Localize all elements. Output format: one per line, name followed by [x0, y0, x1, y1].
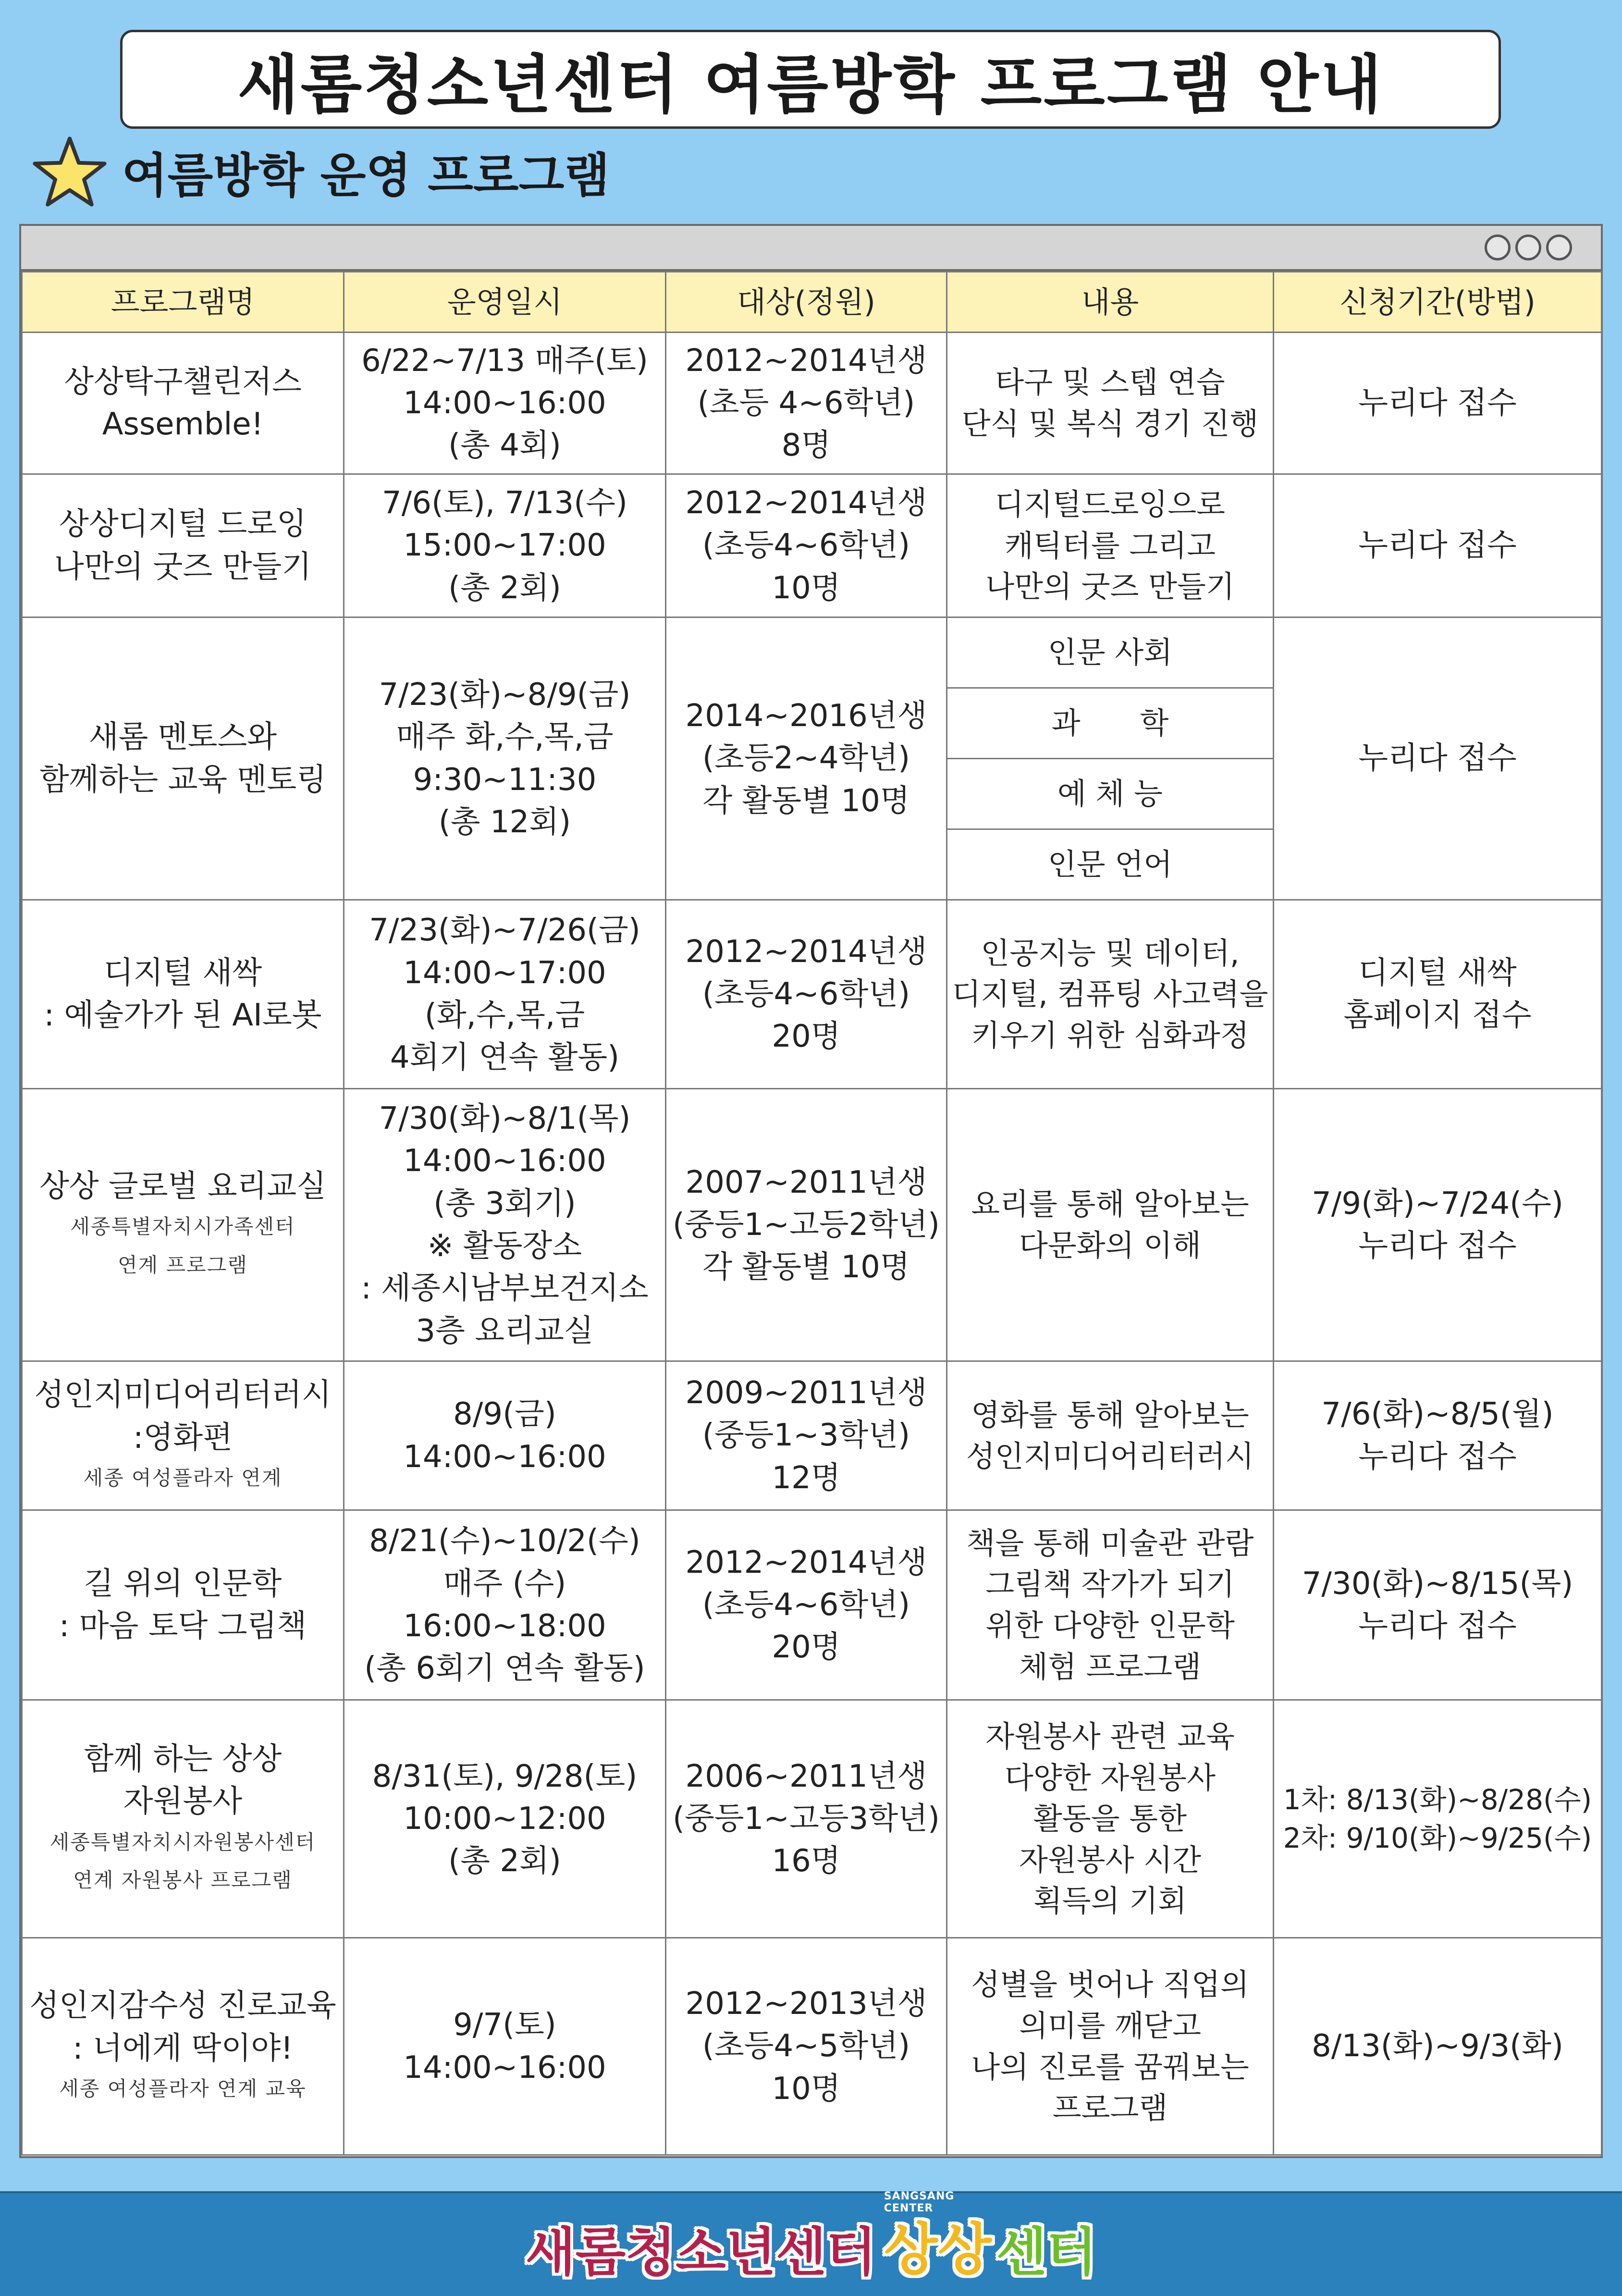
apply-line: 7/9(화)~7/24(수) [1312, 1185, 1563, 1222]
window-controls [1485, 235, 1572, 260]
table-header-row [22, 272, 1602, 333]
schedule-cell [344, 1510, 666, 1700]
target-line: 각 활동별 10명 [702, 1249, 910, 1285]
content-line: 요리를 통해 알아보는 [971, 1186, 1249, 1222]
target-line: 2009~2011년생 [685, 1375, 927, 1411]
schedule-line: 8/31(토), 9/28(토) [372, 1758, 638, 1794]
apply-line: 홈페이지 접수 [1343, 998, 1532, 1033]
content-cell [947, 474, 1274, 617]
content-sub-cell: 인문 언어 [1047, 847, 1173, 882]
table-row [22, 474, 1602, 617]
window-circle-icon [1546, 235, 1572, 260]
name-line: 상상디지털 드로잉 [59, 506, 307, 543]
content-line: 체험 프로그램 [1019, 1649, 1202, 1684]
target-line: 10명 [772, 2071, 841, 2107]
target-line: (초등4~6학년) [702, 976, 910, 1012]
schedule-line: 8/21(수)~10/2(수) [369, 1523, 640, 1559]
target-line: 각 활동별 10명 [702, 783, 910, 819]
apply-line: 7/6(화)~8/5(월) [1321, 1396, 1554, 1432]
column-header: 대상(정원) [666, 272, 947, 333]
schedule-cell [344, 617, 666, 900]
center-logo [525, 2190, 1097, 2285]
section-title: 여름방학 운영 프로그램 [122, 148, 610, 203]
target-cell [666, 333, 947, 474]
content-line: 위한 다양한 인문학 [985, 1608, 1235, 1643]
program-name-cell [22, 1938, 344, 2155]
content-sub-cell: 인문 사회 [947, 618, 1273, 689]
target-cell [666, 1510, 947, 1700]
window-circle-icon [1515, 235, 1541, 260]
apply-cell [1274, 1361, 1602, 1510]
program-table [21, 271, 1602, 2156]
program-name-cell [22, 1510, 344, 1700]
name-line: :영화편 [133, 1420, 233, 1456]
apply_small-line: 1차: 8/13(화)~8/28(수) [1283, 1783, 1592, 1816]
content-line: 나의 진로를 꿈꿔보는 [971, 2049, 1249, 2085]
schedule-line: (총 2회) [448, 1843, 561, 1879]
target-cell [666, 1700, 947, 1938]
schedule-line: 7/6(토), 7/13(수) [382, 485, 627, 521]
schedule-line: 6/22~7/13 매주(토) [361, 343, 648, 379]
apply-cell [1274, 333, 1602, 474]
target-line: 12명 [772, 1460, 841, 1496]
name-line: : 마음 토닥 그림책 [59, 1608, 307, 1644]
name-line: 함께 하는 상상 [84, 1741, 282, 1777]
schedule-cell [344, 474, 666, 617]
content-line: 성별을 벗어나 직업의 [971, 1967, 1249, 2002]
note-line: 연계 프로그램 [118, 1253, 248, 1277]
target-line: 2007~2011년생 [685, 1164, 927, 1200]
content-line: 그림책 작가가 되기 [985, 1567, 1235, 1602]
name-line: 자원봉사 [123, 1784, 243, 1820]
program-name-cell [22, 333, 344, 474]
target-line: (초등4~5학년) [702, 2028, 910, 2064]
schedule-line: 14:00~16:00 [403, 1439, 606, 1475]
program-window [19, 224, 1603, 2158]
schedule-line: 14:00~17:00 [403, 955, 606, 991]
schedule-line: 매주 화,수,목,금 [396, 719, 614, 755]
column-header: 내용 [947, 272, 1274, 333]
schedule-line: (총 12회) [438, 804, 571, 840]
target-line: 2006~2011년생 [685, 1758, 927, 1794]
apply-cell [1274, 1510, 1602, 1700]
content-cell [947, 333, 1274, 474]
note-line: 세종특별자치시자원봉사센터 [49, 1830, 316, 1854]
schedule-line: 16:00~18:00 [403, 1608, 606, 1644]
content-line: 단식 및 복식 경기 진행 [961, 406, 1259, 441]
content-line: 다문화의 이해 [1019, 1228, 1202, 1263]
content-line: 인공지능 및 데이터, [981, 935, 1240, 971]
content-cell [947, 900, 1274, 1089]
note-line: 세종특별자치시가족센터 [70, 1215, 295, 1239]
schedule-line: 14:00~16:00 [403, 2049, 606, 2086]
schedule-line: (화,수,목,금 [424, 998, 585, 1033]
schedule-line: (총 2회) [448, 570, 561, 606]
target-line: 20명 [772, 1019, 841, 1055]
content-line: 캐틱터를 그리고 [1005, 528, 1216, 563]
apply-cell [1274, 1938, 1602, 2155]
target-line: 20명 [772, 1629, 841, 1666]
content-cell [947, 617, 1274, 900]
schedule-line: 15:00~17:00 [403, 528, 606, 564]
content-line: 자원봉사 시간 [1019, 1842, 1202, 1877]
column-header: 운영일시 [344, 272, 666, 333]
schedule-line: 10:00~12:00 [403, 1801, 606, 1837]
name-line: 새롬 멘토스와 [88, 719, 277, 755]
schedule-cell [344, 1938, 666, 2155]
content-line: 획득의 기회 [1033, 1883, 1187, 1919]
name-line: 성인지감수성 진로교육 [29, 1988, 336, 2024]
name-line: 나만의 굿즈 만들기 [54, 549, 312, 585]
target-line: (초등4~6학년) [702, 1587, 910, 1623]
content-line: 다양한 자원봉사 [1005, 1760, 1216, 1795]
content-line: 타구 및 스텝 연습 [995, 365, 1225, 400]
content-line: 나만의 굿즈 만들기 [985, 569, 1235, 605]
note-line: 세종 여성플라자 연계 교육 [59, 2076, 307, 2100]
page-title: 새롬청소년센터 여름방학 프로그램 안내 [237, 48, 1384, 122]
target-line: (초등 4~6학년) [697, 385, 915, 421]
target-cell [666, 900, 947, 1089]
name-line: 상상 글로벌 요리교실 [39, 1169, 327, 1205]
name-line: : 너에게 딱이야! [73, 2030, 293, 2066]
program-name-cell [22, 617, 344, 900]
table-row [22, 900, 1602, 1089]
apply_small-line: 2차: 9/10(화)~9/25(수) [1283, 1822, 1592, 1854]
schedule-line: 9/7(토) [453, 2007, 556, 2043]
schedule-line: (총 6회기 연속 활동) [364, 1651, 645, 1687]
logo-center: 센터 [996, 2222, 1097, 2283]
apply-line: 7/30(화)~8/15(목) [1302, 1566, 1573, 1602]
content-cell [947, 1510, 1274, 1700]
target-cell [666, 617, 947, 900]
content-line: 디지털, 컴퓨팅 사고력을 [952, 976, 1268, 1012]
content-cell [947, 1700, 1274, 1938]
target-cell [666, 1089, 947, 1361]
name-line: 성인지미디어리터러시 [34, 1377, 332, 1413]
content-cell [947, 1089, 1274, 1361]
apply-cell [1274, 1700, 1602, 1938]
schedule-line: 8/9(금) [453, 1396, 556, 1432]
logo-brand [884, 2190, 992, 2285]
star-icon [29, 136, 111, 208]
schedule-line: 7/23(화)~8/9(금) [379, 677, 631, 713]
logo-name: 새롬청소년센터 [525, 2222, 876, 2283]
target-line: 2012~2014년생 [685, 1544, 927, 1580]
target-line: (중등1~고등3학년) [673, 1801, 940, 1837]
schedule-line: 3층 요리교실 [416, 1313, 594, 1349]
table-row [22, 1510, 1602, 1700]
name-line: 상상탁구챌린저스 [64, 364, 302, 400]
title-box [120, 30, 1501, 129]
apply-cell [1274, 1089, 1602, 1361]
logo-brand-tag: SANGSANG CENTER [884, 2190, 955, 2214]
apply-cell [1274, 617, 1602, 900]
target-line: 2012~2014년생 [685, 343, 927, 379]
apply-cell [1274, 474, 1602, 617]
schedule-cell [344, 1361, 666, 1510]
table-row [22, 1938, 1602, 2155]
apply-line: 누리다 접수 [1358, 1228, 1517, 1264]
target-cell [666, 1938, 947, 2155]
window-titlebar [21, 226, 1601, 271]
content-line: 프로그램 [1052, 2090, 1168, 2126]
target-line: (초등2~4학년) [702, 741, 910, 777]
schedule-line: 7/23(화)~7/26(금) [369, 913, 640, 949]
apply-line: 누리다 접수 [1358, 528, 1517, 564]
schedule-cell [344, 1089, 666, 1361]
target-line: 2014~2016년생 [685, 698, 927, 734]
window-circle-icon [1485, 235, 1511, 260]
content-cell [947, 1361, 1274, 1510]
column-header: 신청기간(방법) [1274, 272, 1602, 333]
target-line: 2012~2013년생 [685, 1986, 927, 2022]
table-row [22, 1361, 1602, 1510]
table-row [22, 1089, 1602, 1361]
logo-brand-text: 상상 [884, 2217, 992, 2282]
schedule-line: 14:00~16:00 [403, 1143, 606, 1179]
table-row [22, 333, 1602, 474]
apply-line: 누리다 접수 [1358, 741, 1517, 777]
target-cell [666, 474, 947, 617]
name-line: Assemble! [102, 407, 264, 442]
content-line: 성인지미디어리터러시 [966, 1438, 1254, 1474]
target-cell [666, 1361, 947, 1510]
note-line: 세종 여성플라자 연계 [83, 1466, 283, 1490]
content-line: 책을 통해 미술관 관람 [966, 1525, 1254, 1561]
content-sub-cell: 과 학 [947, 689, 1273, 759]
name-line: 함께하는 교육 멘토링 [39, 762, 327, 798]
apply-line: 누리다 접수 [1358, 1439, 1517, 1475]
schedule-cell [344, 1700, 666, 1938]
footer [0, 2191, 1622, 2296]
schedule-line: 14:00~16:00 [403, 385, 606, 421]
content-line: 자원봉사 관련 교육 [985, 1719, 1235, 1754]
apply-line: 누리다 접수 [1358, 385, 1517, 421]
schedule-line: (총 4회) [448, 428, 561, 464]
target-line: (중등1~고등2학년) [673, 1207, 940, 1243]
apply-cell [1274, 900, 1602, 1089]
content-sub-cell: 예 체 능 [947, 759, 1273, 830]
content-line: 의미를 깨닫고 [1019, 2008, 1202, 2043]
target-line: (초등4~6학년) [702, 528, 910, 564]
target-line: 16명 [772, 1843, 841, 1879]
target-line: 10명 [772, 570, 841, 606]
name-line: 길 위의 인문학 [84, 1566, 282, 1602]
content-line: 디지털드로잉으로 [995, 487, 1226, 522]
schedule-line: (총 3회기) [433, 1185, 576, 1222]
schedule-line: 매주 (수) [443, 1566, 566, 1602]
schedule-line: : 세종시남부보건지소 [361, 1271, 649, 1307]
schedule-line: ※ 활동장소 [427, 1228, 582, 1264]
target-line: 2012~2014년생 [685, 485, 927, 521]
name-line: : 예술가가 된 AI로봇 [44, 998, 322, 1033]
name-line: 디지털 새싹 [103, 955, 262, 991]
schedule-line: 7/30(화)~8/1(목) [379, 1101, 631, 1137]
target-line: 8명 [781, 428, 831, 464]
column-header: 프로그램명 [22, 272, 344, 333]
apply-line: 디지털 새싹 [1358, 955, 1517, 991]
note-line: 연계 자원봉사 프로그램 [73, 1868, 293, 1892]
program-name-cell [22, 1089, 344, 1361]
program-name-cell [22, 900, 344, 1089]
schedule-line: 9:30~11:30 [413, 762, 597, 798]
content-line: 활동을 통한 [1033, 1801, 1187, 1837]
content-cell [947, 1938, 1274, 2155]
target-line: (중등1~3학년) [702, 1418, 910, 1454]
schedule-cell [344, 900, 666, 1089]
content-line: 영화를 통해 알아보는 [971, 1397, 1249, 1432]
table-row [22, 1700, 1602, 1938]
program-name-cell [22, 474, 344, 617]
content-line: 키우기 위한 심화과정 [971, 1017, 1249, 1053]
schedule-cell [344, 333, 666, 474]
program-name-cell [22, 1700, 344, 1938]
apply-line: 8/13(화)~9/3(화) [1312, 2028, 1563, 2064]
target-line: 2012~2014년생 [685, 934, 927, 970]
program-name-cell [22, 1361, 344, 1510]
schedule-line: 4회기 연속 활동) [390, 1040, 620, 1076]
apply-line: 누리다 접수 [1358, 1608, 1517, 1644]
table-row [22, 617, 1602, 900]
section-heading [29, 136, 610, 208]
